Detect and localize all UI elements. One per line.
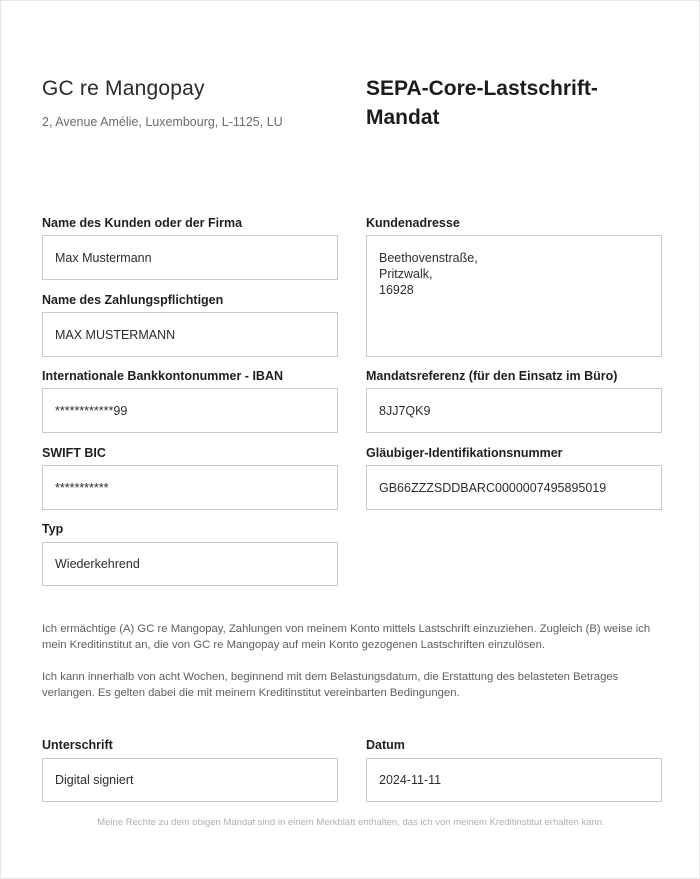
mandate-reference-field[interactable]: 8JJ7QK9: [366, 388, 662, 433]
customer-name-label: Name des Kunden oder der Firma: [42, 216, 243, 230]
customer-address-line: 16928: [379, 283, 414, 297]
creditor-address: 2, Avenue Amélie, Luxembourg, L-1125, LU: [42, 115, 283, 129]
signature-field[interactable]: Digital signiert: [42, 758, 338, 802]
document-title: [366, 74, 666, 132]
customer-address-line: Beethovenstraße,: [379, 251, 478, 265]
authorization-text: Ich ermächtige (A) GC re Mangopay, Zahlungen von meinem Konto mittels Lastschrift einzuziehen. Zugleich (B) weise ich mein Kreditinstitut an, die von GC re Mangopay auf mein Konto gezogenen Lastschriften einzulösen.: [42, 623, 651, 651]
date-label: Datum: [366, 738, 405, 752]
customer-address-line: Pritzwalk,: [379, 267, 433, 281]
creditor-name: GC re Mangopay: [42, 77, 205, 100]
creditor-id-field[interactable]: GB66ZZZSDDBARC0000007495895019: [366, 465, 662, 510]
iban-label: Internationale Bankkontonummer - IBAN: [42, 369, 283, 383]
swift-bic-field[interactable]: ***********: [42, 465, 338, 510]
iban-field[interactable]: ************99: [42, 388, 338, 433]
swift-bic-label: SWIFT BIC: [42, 446, 106, 460]
date-field[interactable]: 2024-11-11: [366, 758, 662, 802]
type-label: Typ: [42, 522, 64, 536]
payer-name-field[interactable]: MAX MUSTERMANN: [42, 312, 338, 357]
customer-address-label: Kundenadresse: [366, 216, 460, 230]
rights-footnote: Meine Rechte zu dem obigen Mandat sind in einem Merkblatt enthalten, das ich von meinem Kreditinstitut erhalten kann.: [97, 817, 605, 828]
payer-name-label: Name des Zahlungspflichtigen: [42, 293, 224, 307]
signature-label: Unterschrift: [42, 738, 113, 752]
creditor-id-label: Gläubiger-Identifikationsnummer: [366, 446, 563, 460]
document-title-line2: Mandat: [366, 106, 440, 129]
refund-text: Ich kann innerhalb von acht Wochen, beginnend mit dem Belastungsdatum, die Erstattung des belasteten Betrages verlangen. Es gelten dabei die mit meinem Kreditinstitut vereinbarten Bedingungen.: [42, 671, 619, 699]
mandate-reference-label: Mandatsreferenz (für den Einsatz im Büro): [366, 369, 618, 383]
document-title-line1: SEPA-Core-Lastschrift-: [366, 77, 598, 100]
customer-address-field[interactable]: [366, 235, 662, 357]
customer-name-field[interactable]: Max Mustermann: [42, 235, 338, 280]
type-field[interactable]: Wiederkehrend: [42, 542, 338, 586]
